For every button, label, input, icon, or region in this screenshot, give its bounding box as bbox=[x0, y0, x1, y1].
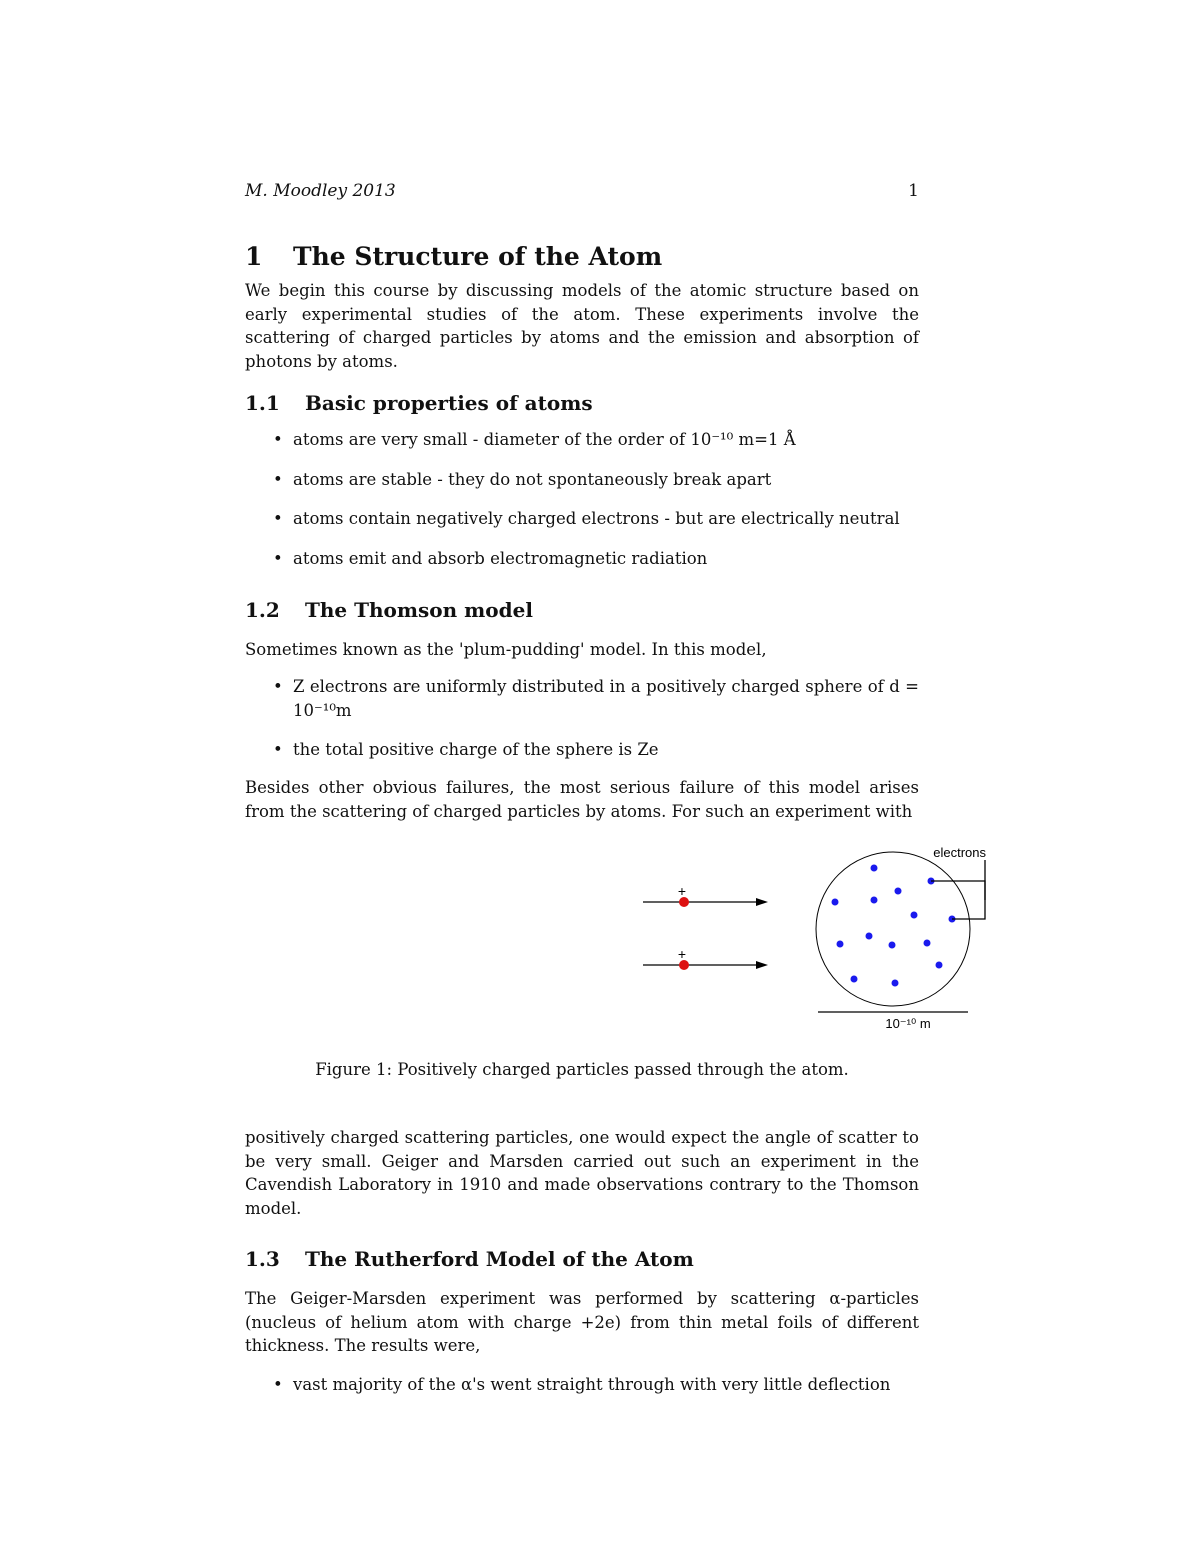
scale-label: 10⁻¹⁰ m bbox=[885, 1016, 931, 1031]
electron bbox=[871, 897, 878, 904]
section-title: The Structure of the Atom bbox=[293, 242, 663, 271]
section-title: The Rutherford Model of the Atom bbox=[305, 1247, 694, 1271]
plus-sign-top: + bbox=[677, 883, 687, 899]
paragraph-before-figure: Besides other obvious failures, the most serious failure of this model arises from the scattering of charged particles by atoms. For such an experiment with bbox=[245, 778, 919, 821]
electron bbox=[936, 962, 943, 969]
electron bbox=[866, 933, 873, 940]
section-title: Basic properties of atoms bbox=[305, 391, 593, 415]
section-1-intro: We begin this course by discussing models of the atomic structure based on early experimental studies of the atom. These experiments involve the scattering of charged particles by atoms and the emission and absorption of photons by atoms. bbox=[245, 281, 919, 371]
section-1-1-heading bbox=[245, 391, 593, 415]
list-item: • atoms emit and absorb electromagnetic radiation bbox=[273, 547, 919, 571]
section-1-2-heading bbox=[245, 598, 533, 622]
bullet-icon: • bbox=[273, 740, 283, 759]
bullet-icon: • bbox=[273, 548, 283, 568]
bullet-icon: • bbox=[273, 469, 283, 489]
list-item: • vast majority of the α's went straight through with very little deflection bbox=[273, 1373, 919, 1397]
electrons-group bbox=[832, 865, 956, 987]
section-number: 1.3 bbox=[245, 1247, 280, 1271]
list-item: • the total positive charge of the sphere is Ze bbox=[273, 738, 919, 762]
plus-sign-bottom: + bbox=[677, 946, 687, 962]
electrons-bracket bbox=[931, 881, 985, 919]
bullet-icon: • bbox=[273, 430, 283, 449]
section-number: 1.1 bbox=[245, 391, 280, 415]
list-item: • Z electrons are uniformly distributed in a positively charged sphere of d = 10⁻¹⁰m bbox=[273, 677, 919, 720]
list-item: • atoms are stable - they do not spontaneously break apart bbox=[273, 468, 919, 492]
section-1-heading bbox=[245, 242, 662, 271]
electron bbox=[832, 899, 839, 906]
arrowhead-bottom-icon bbox=[756, 961, 768, 969]
running-header bbox=[245, 181, 919, 201]
electron bbox=[924, 940, 931, 947]
bullet-icon: • bbox=[273, 1375, 283, 1394]
electron bbox=[837, 941, 844, 948]
electron bbox=[871, 865, 878, 872]
electron bbox=[851, 976, 858, 983]
arrowhead-top-icon bbox=[756, 898, 768, 906]
section-number: 1.2 bbox=[245, 598, 280, 622]
electron bbox=[892, 980, 899, 987]
thomson-list bbox=[273, 675, 919, 778]
section-number: 1 bbox=[245, 242, 263, 271]
list-item: • atoms contain negatively charged electrons - but are electrically neutral bbox=[273, 507, 919, 531]
electron bbox=[895, 888, 902, 895]
list-item: • atoms are very small - diameter of the order of 10⁻¹⁰ m=1 Å bbox=[273, 428, 919, 452]
section-1-3-heading bbox=[245, 1247, 694, 1271]
properties-list bbox=[273, 428, 919, 586]
electron bbox=[889, 942, 896, 949]
section-1-3-intro: The Geiger-Marsden experiment was performed by scattering α-particles (nucleus of helium atom with charge +2e) from thin metal foils of different thickness. The results were, bbox=[245, 1289, 919, 1355]
figure-caption: Figure 1: Positively charged particles passed through the atom. bbox=[315, 1060, 849, 1079]
section-1-2-intro: Sometimes known as the 'plum-pudding' model. In this model, bbox=[245, 640, 767, 659]
paragraph-after-figure: positively charged scattering particles, one would expect the angle of scatter to be very small. Geiger and Marsden carried out such an experiment in the Cavendish Laboratory in 1910 and made observations contrary to the Thomson model. bbox=[245, 1128, 919, 1218]
electron bbox=[911, 912, 918, 919]
bullet-icon: • bbox=[273, 677, 283, 696]
figure-thomson-atom bbox=[630, 838, 990, 1038]
author-year: M. Moodley 2013 bbox=[245, 181, 396, 201]
bullet-icon: • bbox=[273, 509, 283, 528]
electrons-label: electrons bbox=[933, 845, 986, 860]
page-number: 1 bbox=[908, 181, 919, 201]
results-list bbox=[273, 1373, 919, 1397]
section-title: The Thomson model bbox=[305, 598, 533, 622]
